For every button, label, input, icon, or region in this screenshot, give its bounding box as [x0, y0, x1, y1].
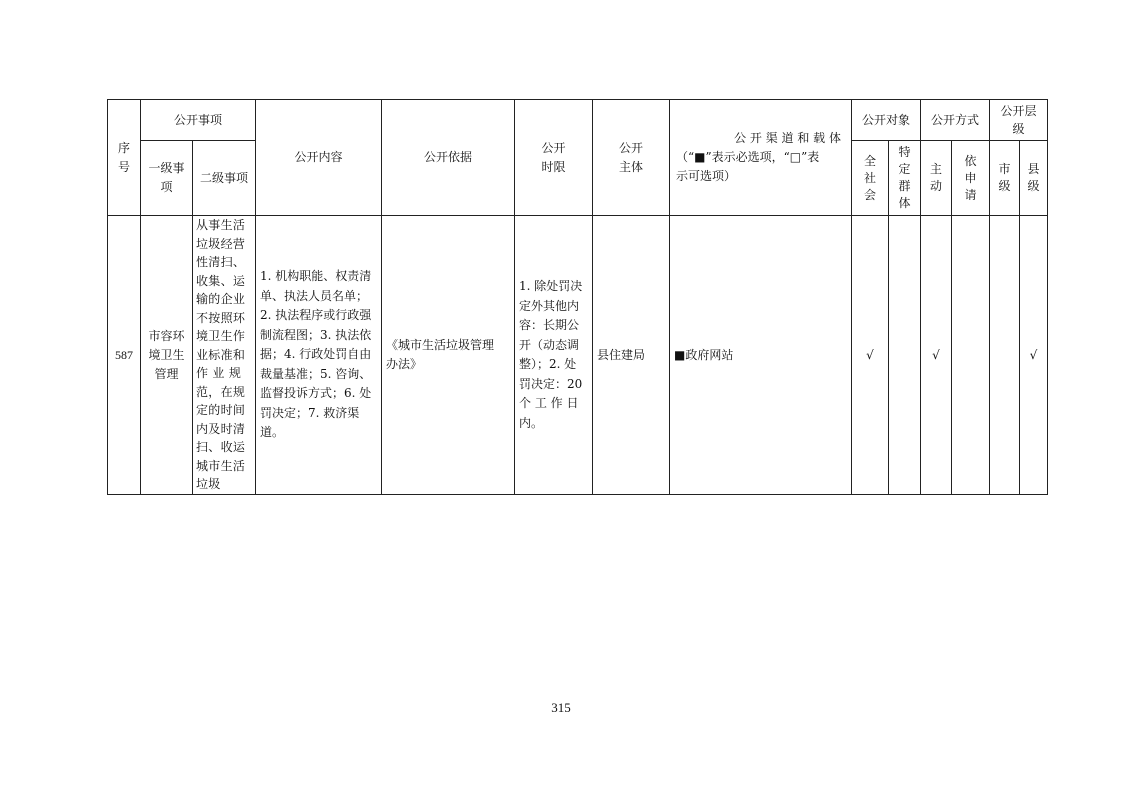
header-level-county: 县 级: [1020, 141, 1048, 216]
row-subject: 县住建局: [593, 216, 670, 495]
header-content: 公开内容: [256, 100, 382, 216]
header-method: 公开方式: [921, 100, 990, 141]
row-level-city: [990, 216, 1020, 495]
row-method-apply: [952, 216, 990, 495]
disclosure-table: [107, 99, 1048, 495]
header-channel-line2: （“■”表示必选项，“□”表: [676, 150, 820, 164]
header-public-item: 公开事项: [141, 100, 256, 141]
row-content: 1. 机构职能、权责清 单、执法人员名单； 2. 执法程序或行政强 制流程图；3. 执法依 据；4. 行政处罚自由 裁量基准；5. 咨询、 监督投诉方式；6. 处 罚决定；7. 救济渠道。: [256, 216, 382, 495]
row-level1: 市容环 境卫生 管理: [141, 216, 193, 495]
header-level-city: 市 级: [990, 141, 1020, 216]
table-row: [108, 216, 1048, 495]
header-level-group: 公开层 级: [990, 100, 1048, 141]
row-target-all: √: [852, 216, 889, 495]
header-basis: 公开依据: [382, 100, 515, 216]
row-seq: 587: [108, 216, 141, 495]
header-channel-line3: 示可选项）: [676, 169, 737, 183]
row-channel: ■政府网站: [670, 216, 852, 495]
row-basis: 《城市生活垃圾管理 办法》: [382, 216, 515, 495]
page-number: 315: [551, 700, 571, 715]
header-target-specific: 特 定 群 体: [889, 141, 921, 216]
row-target-specific: [889, 216, 921, 495]
header-level1: 一级事 项: [141, 141, 193, 216]
row-time-limit: 1. 除处罚决 定外其他内 容：长期公 开（动态调 整）；2. 处 罚决定：20 个 工 作 日 内。: [515, 216, 593, 495]
header-seq-no: 序 号: [108, 100, 141, 216]
row-level2: 从事生活 垃圾经营 性清扫、 收集、运 输的企业 不按照环 境卫生作 业标准和 作 业 规 范，在规 定的时间 内及时清 扫、收运 城市生活 垃圾: [193, 216, 256, 495]
header-time-limit: 公开 时限: [515, 100, 593, 216]
header-subject: 公开 主体: [593, 100, 670, 216]
header-method-apply: 依 申 请: [952, 141, 990, 216]
row-method-active: √: [921, 216, 952, 495]
header-target: 公开对象: [852, 100, 921, 141]
header-level2: 二级事项: [193, 141, 256, 216]
header-channel: [670, 100, 852, 216]
header-channel-line1: 公 开 渠 道 和 载 体: [734, 131, 841, 145]
header-method-active: 主 动: [921, 141, 952, 216]
row-level-county: √: [1020, 216, 1048, 495]
header-target-all: 全 社 会: [852, 141, 889, 216]
